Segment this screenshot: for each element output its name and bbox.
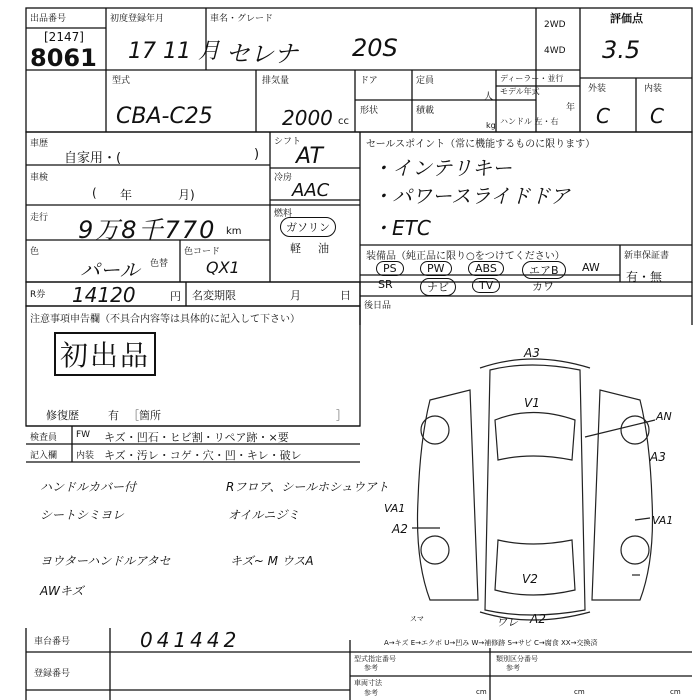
mark-left-door: VA1 xyxy=(384,502,406,515)
history-label: 車歴 xyxy=(30,139,49,149)
interior-label: 内装 xyxy=(644,84,663,94)
displacement-label: 排気量 xyxy=(262,76,290,86)
drive-4wd: 4WD xyxy=(544,46,566,56)
car-name-value: セレナ xyxy=(226,40,298,68)
comment-7: AWキズ xyxy=(40,584,84,598)
mark-smart: スマ xyxy=(410,615,424,623)
car-name-label: 車名・グレード xyxy=(210,14,274,24)
mark-left-rear: A2 xyxy=(392,522,408,536)
handle-label: ハンドル 左・右 xyxy=(500,117,559,126)
size-cm-1: cm xyxy=(476,688,487,696)
fuel-oil: 油 xyxy=(318,242,329,255)
equip-abs: ABS xyxy=(468,261,504,276)
mark-bonnet: V1 xyxy=(524,396,540,410)
inspection-month: 月) xyxy=(178,188,195,202)
load-unit: kg xyxy=(486,121,496,130)
repair-value: 有 xyxy=(108,409,119,422)
equip-sr: SR xyxy=(378,278,393,291)
inspector-inner: 内装 xyxy=(76,451,95,461)
comment-3: シートシミヨレ xyxy=(40,508,125,522)
equip-navi: ナビ xyxy=(420,278,456,296)
inspection-year: 年 xyxy=(120,188,133,202)
history-value: 自家用・( xyxy=(64,151,122,166)
color-label: 色 xyxy=(30,247,40,257)
registration-label: 登録番号 xyxy=(34,669,71,679)
lot-label: 出品番号 xyxy=(30,14,67,24)
mileage-value: 9万8千770 xyxy=(78,216,217,244)
capacity-unit: 人 xyxy=(484,92,494,102)
interior-grade: C xyxy=(650,104,664,128)
repair-place: ［箇所 xyxy=(128,409,161,422)
mark-back-door: V2 xyxy=(522,572,538,586)
equip-aw: AW xyxy=(582,261,600,274)
equip-tv: TV xyxy=(472,278,500,293)
equip-leather: カワ xyxy=(532,280,554,293)
mark-crack: ワレ xyxy=(496,616,518,629)
lot-number: 8061 xyxy=(30,44,97,72)
mark-right-door: VA1 xyxy=(652,514,674,527)
mark-front: A3 xyxy=(524,346,540,360)
class-ref: 参考 xyxy=(506,664,520,672)
door-label: ドア xyxy=(360,76,378,86)
chassis-label: 車台番号 xyxy=(34,637,71,647)
dealer-label: ディーラー・並行 xyxy=(500,74,564,83)
inspector-row2-items: キズ・汚レ・コゲ・穴・凹・キレ・破レ xyxy=(104,449,302,462)
equip-airbag: エアB xyxy=(522,261,566,279)
class-label: 類別区分番号 xyxy=(496,655,538,663)
damage-legend: A→キズ E→エクボ U→凹み W→補修跡 S→サビ C→腐食 XX→交換済 xyxy=(384,639,598,647)
comment-1: ハンドルカバー付 xyxy=(40,480,137,494)
exterior-grade: C xyxy=(596,104,610,128)
aircon-value: AAC xyxy=(292,180,330,201)
recycle-unit: 円 xyxy=(170,290,181,303)
sales-points-label: セールスポイント（常に機能するものに限ります） xyxy=(366,139,596,150)
load-label: 積載 xyxy=(416,106,435,116)
shape-label: 形状 xyxy=(360,106,379,116)
size-cm-3: cm xyxy=(670,688,681,696)
first-reg-value: 17 11 月 xyxy=(128,39,220,64)
mark-right-fender: A3 xyxy=(650,450,666,464)
fuel-light: 軽 xyxy=(290,242,301,255)
shift-value: AT xyxy=(296,144,323,169)
equip-pw: PW xyxy=(420,261,452,276)
inspector-row1-items: キズ・凹石・ヒビ割・リペア跡・×要 xyxy=(104,431,289,444)
warranty-label: 新車保証書 xyxy=(624,251,670,261)
capacity-label: 定員 xyxy=(416,76,435,86)
fuel-label: 燃料 xyxy=(274,209,293,219)
later-date-label: 後日品 xyxy=(364,301,392,311)
name-change-month: 月 xyxy=(290,289,301,302)
aircon-label: 冷房 xyxy=(274,173,293,183)
entry-label: 記入欄 xyxy=(30,451,58,461)
color-code-value: QX1 xyxy=(206,258,240,277)
color-code-label: 色コード xyxy=(184,247,221,257)
comment-2: Rフロア、シールホシュウアト xyxy=(226,480,389,494)
color-value: パール xyxy=(80,258,140,282)
type-spec-ref: 参考 xyxy=(364,664,378,672)
inspection-open: ( xyxy=(92,186,97,200)
chassis-value: 041442 xyxy=(140,628,241,652)
displacement-unit: cc xyxy=(338,116,349,127)
inspection-label: 車検 xyxy=(30,173,49,183)
inspector-fw: FW xyxy=(76,430,91,440)
exterior-label: 外装 xyxy=(588,84,607,94)
sales-point-2: ・パワースライドドア xyxy=(372,184,570,208)
size-label: 車両寸法 xyxy=(354,679,382,687)
shift-label: シフト xyxy=(274,137,302,147)
sales-point-1: ・インテリキー xyxy=(372,156,512,180)
repaint-label: 色替 xyxy=(150,259,169,269)
history-close: ) xyxy=(254,147,260,162)
lot-bracket: [2147] xyxy=(44,30,84,44)
drive-2wd: 2WD xyxy=(544,20,566,30)
name-change-label: 名変期限 xyxy=(192,289,236,302)
score-value: 3.5 xyxy=(602,36,641,64)
repair-label: 修復歴 xyxy=(46,409,79,422)
inspector-label: 検査員 xyxy=(30,433,58,443)
name-change-day: 日 xyxy=(340,289,351,302)
comment-6: キズ~ M ウスA xyxy=(230,554,314,568)
mileage-unit: km xyxy=(226,226,242,237)
model-year-label: モデル年式 xyxy=(500,87,540,96)
repair-close: ］ xyxy=(336,409,347,422)
size-cm-2: cm xyxy=(574,688,585,696)
comment-4: オイルニジミ xyxy=(228,508,300,522)
first-reg-label: 初度登録年月 xyxy=(110,14,165,24)
displacement-value: 2000 xyxy=(282,106,333,130)
recycle-value: 14120 xyxy=(72,283,136,307)
fuel-gasoline: ガソリン xyxy=(280,217,336,237)
recycle-label: R券 xyxy=(30,290,46,300)
type-spec-label: 型式指定番号 xyxy=(354,655,396,663)
score-label: 評価点 xyxy=(610,12,643,25)
mark-mirror: AN xyxy=(656,410,672,423)
warranty-value: 有・無 xyxy=(626,270,663,284)
mark-rear: A2 xyxy=(530,612,546,626)
sales-point-3: ・ETC xyxy=(372,216,431,240)
equip-ps: PS xyxy=(376,261,404,276)
notes-label: 注意事項申告欄（不具合内容等は具体的に記入して下さい） xyxy=(30,314,300,325)
size-ref: 参考 xyxy=(364,689,378,697)
mileage-label: 走行 xyxy=(30,213,49,223)
model-label: 型式 xyxy=(112,76,131,86)
comment-5: ヨウターハンドルアタセ xyxy=(40,554,171,568)
equipment-label: 装備品（純正品に限り○をつけてください） xyxy=(366,251,565,262)
year-unit: 年 xyxy=(566,103,576,113)
grade-value: 20S xyxy=(352,34,398,62)
first-time-stamp: 初出品 xyxy=(54,332,156,376)
model-value: CBA-C25 xyxy=(116,104,213,129)
